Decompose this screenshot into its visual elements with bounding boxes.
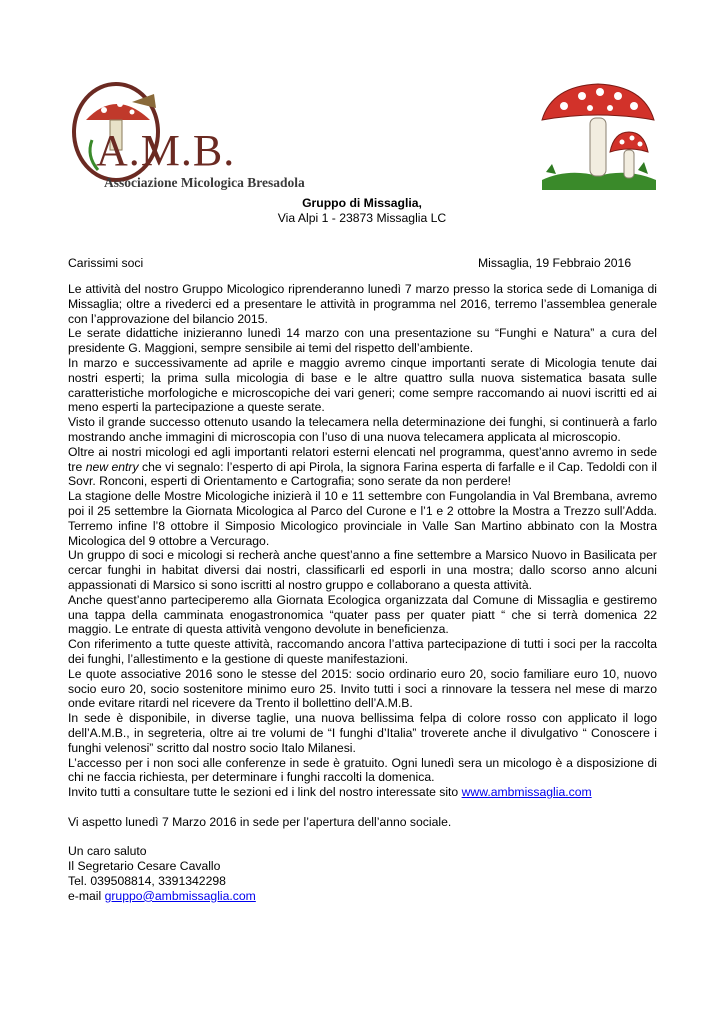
closing: Un caro saluto	[68, 844, 147, 859]
logo-subtitle: Associazione Micologica Bresadola	[104, 175, 305, 190]
signature-email-line	[68, 889, 657, 904]
paragraph-text: Invito tutti a consultare tutte le sezioni ed i link del nostro interessate sito	[68, 785, 459, 800]
paragraph: Le serate didattiche inizieranno lunedì 14 marzo con una presentazione su “Funghi e Natura” a cura del presidente G. Maggioni, sempre sensibile ai temi del rispetto dell’ambiente.	[68, 326, 657, 356]
letter-body	[68, 282, 657, 903]
paragraph: In marzo e successivamente ad aprile e maggio avremo cinque importanti serate di Micologia tenute dai nostri esperti; la prima sulla micologia di base e le altre quattro sulla nuova sistematica basata sulle caratteristiche morfologiche e microscopiche dei vari generi; come sempre raccomando ai nuovi iscritti ed ai meno esperti la partecipazione a queste serate.	[68, 355, 657, 415]
letter-date: Missaglia, 19 Febbraio 2016	[478, 256, 632, 270]
signature-tel: Tel. 039508814, 3391342298	[68, 873, 226, 888]
group-name: Gruppo di Missaglia,	[302, 196, 422, 210]
paragraph: La stagione delle Mostre Micologiche inizierà il 10 e 11 settembre con Fungolandia in Val Brembana, avremo poi il 25 settembre la Giornata Micologica al Parco del Curone e l’1 e 2 ottobre la Mostra a Trezzo sull’Adda. Terremo infine l’8 ottobre il Simposio Micologico provinciale in Valle San Martino abbinato con la Mostra Micologica del 9 ottobre a Vercurago.	[68, 489, 657, 548]
paragraph	[68, 785, 657, 800]
signature-role: Il Segretario Cesare Cavallo	[68, 859, 221, 874]
email-label: e-mail	[68, 888, 102, 903]
site-link[interactable]: www.ambmissaglia.com	[461, 785, 592, 800]
paragraph: Le attività del nostro Gruppo Micologico riprenderanno lunedì 7 marzo presso la storica sede di Lomaniga di Missaglia; oltre a rivederci ed a presentare le attività in programma nel 2016, terremo l’assemblea generale con l’approvazione del bilancio 2015.	[68, 282, 657, 326]
paragraph-text: Oltre ai nostri micologi ed agli importanti relatori esterni elencati nel programma, quest’anno avremo in sede tre	[68, 444, 657, 474]
paragraph: Vi aspetto lunedì 7 Marzo 2016 in sede per l’apertura dell’anno sociale.	[68, 814, 452, 829]
paragraph: Anche quest’anno parteciperemo alla Giornata Ecologica organizzata dal Comune di Missaglia e gestiremo una tappa della camminata enogastronomica “quater pass per quater piatt “ che si terrà domenica 22 maggio. Le entrate di questa attività vengono devolute in beneficienza.	[68, 592, 657, 637]
mushroom-icon	[538, 80, 660, 190]
emphasis-text: new entry	[85, 459, 139, 474]
mushroom-illustration	[538, 80, 660, 190]
paragraph: Le quote associative 2016 sono le stesse del 2015: socio ordinario euro 20, socio familiare euro 10, nuovo socio euro 20, socio sostenitore minimo euro 25. Invito tutti i soci a rinnovare la tessera nel mese di marzo onde evitare ritardi nel ricevere da Trento il bollettino dell’A.M.B.	[68, 666, 657, 711]
paragraph: Visto il grande successo ottenuto usando la telecamera nella determinazione dei funghi, si continuerà a farlo mostrando anche immagini di microscopia con l’uso di una nuova telecamera applicata al microscopio.	[68, 415, 657, 444]
paragraph: In sede è disponibile, in diverse taglie, una nuova bellissima felpa di colore rosso con applicato il logo dell’A.M.B., in segreteria, oltre ai tre volumi de “I funghi d’Italia” troverete anche il divulgativo “ Conoscere i funghi velenosi” scritto dal nostro socio Italo Milanesi.	[68, 711, 657, 755]
logo-title: A.M.B.	[96, 126, 236, 175]
greeting: Carissimi soci	[68, 256, 144, 270]
email-link[interactable]: gruppo@ambmissaglia.com	[104, 888, 256, 903]
paragraph	[68, 445, 657, 489]
group-address: Via Alpi 1 - 23873 Missaglia LC	[277, 211, 447, 225]
paragraph: L’accesso per i non soci alle conferenze in sede è gratuito. Ogni lunedì sera un micologo è a disposizione di chi ne faccia richiesta, per determinare i funghi raccolti la domenica.	[68, 755, 657, 785]
paragraph-text: che vi segnalo: l’esperto di api Pirola, la signora Farina esperta di farfalle e il Cap. Tedoldi con il Sovr. Ronconi, esperti di Orientamento e Cartografia; sono serate da non perdere!	[68, 459, 658, 489]
paragraph: Un gruppo di soci e micologi si recherà anche quest’anno a fine settembre a Marsico Nuovo in Basilicata per cercar funghi in habitat diversi dai nostri, classificarli ed esporli in una mostra; dallo scorso anno alcuni appassionati di Marsico si sono iscritti al nostro gruppo e collaborano a questa attività.	[68, 548, 657, 592]
paragraph: Con riferimento a tutte queste attività, raccomando ancora l’attiva partecipazione di tutti i soci per la raccolta dei funghi, l’allestimento e la gestione di queste manifestazioni.	[68, 637, 657, 666]
